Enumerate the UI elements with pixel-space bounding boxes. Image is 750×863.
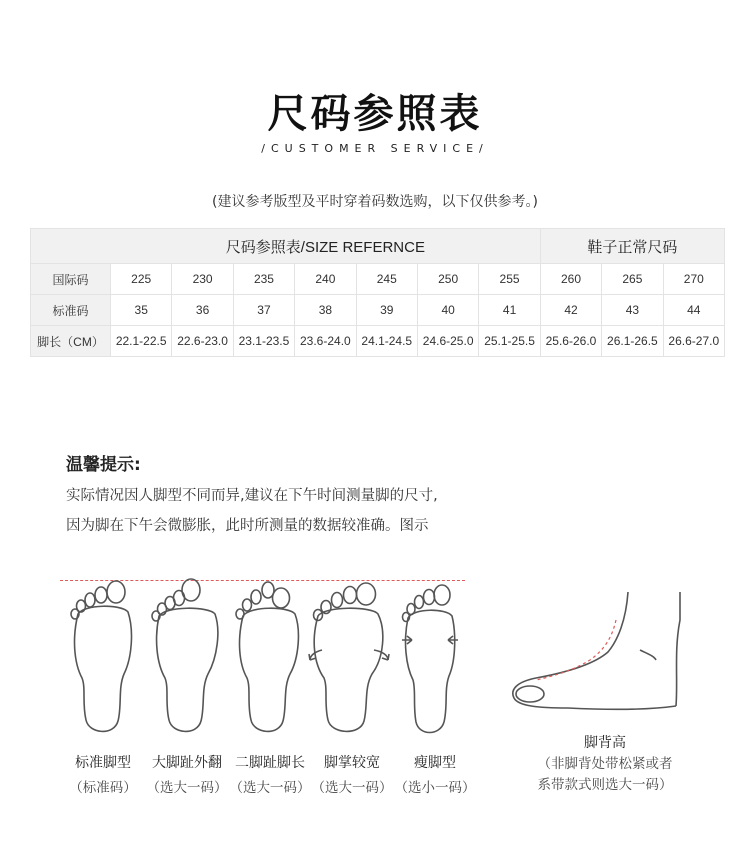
table-cell: 26.1-26.5 — [602, 326, 663, 357]
table-cell: 41 — [479, 295, 540, 326]
instep-advice-line-1: （非脚背处带松紧或者 — [537, 756, 673, 772]
table-cell: 24.6-25.0 — [417, 326, 478, 357]
standard-foot-icon — [66, 578, 140, 738]
row-label-foot-length: 脚长（CM） — [31, 326, 111, 357]
table-cell: 240 — [295, 264, 356, 295]
foot-advice-wide: （选大一码） — [311, 780, 393, 796]
table-cell: 22.6-23.0 — [172, 326, 233, 357]
table-header-row — [31, 229, 725, 264]
table-cell: 42 — [540, 295, 601, 326]
foot-label-standard: 标准脚型 — [75, 755, 131, 771]
foot-advice-bunion: （选大一码） — [146, 780, 228, 796]
purchase-note: (建议参考版型及平时穿着码数选购，以下仅供参考。) — [212, 194, 538, 210]
table-cell: 225 — [111, 264, 172, 295]
table-row — [31, 295, 725, 326]
table-row — [31, 264, 725, 295]
row-label-standard: 标准码 — [31, 295, 111, 326]
table-header-main: 尺码参照表/SIZE REFERNCE — [31, 229, 541, 264]
row-label-international: 国际码 — [31, 264, 111, 295]
page-subtitle: /CUSTOMER SERVICE/ — [261, 142, 489, 155]
table-cell: 39 — [356, 295, 417, 326]
table-cell: 245 — [356, 264, 417, 295]
table-cell: 23.6-24.0 — [295, 326, 356, 357]
table-cell: 36 — [172, 295, 233, 326]
foot-label-narrow: 瘦脚型 — [414, 755, 456, 771]
foot-advice-narrow: （选小一码） — [394, 780, 476, 796]
table-cell: 24.1-24.5 — [356, 326, 417, 357]
table-cell: 40 — [417, 295, 478, 326]
foot-advice-standard: （标准码） — [69, 780, 137, 796]
foot-label-wide: 脚掌较宽 — [324, 755, 380, 771]
table-cell: 265 — [602, 264, 663, 295]
table-cell: 250 — [417, 264, 478, 295]
table-cell: 260 — [540, 264, 601, 295]
bunion-foot-icon — [151, 576, 225, 738]
table-cell: 270 — [663, 264, 724, 295]
table-cell: 43 — [602, 295, 663, 326]
table-cell: 25.6-26.0 — [540, 326, 601, 357]
instep-height-line — [536, 620, 616, 680]
size-chart-table — [30, 228, 725, 357]
table-cell: 22.1-22.5 — [111, 326, 172, 357]
tips-line-2: 因为脚在下午会微膨胀，此时所测量的数据较准确。图示 — [66, 518, 429, 534]
instep-advice-line-2: 系带款式则选大一码） — [537, 777, 673, 793]
instep-foot-icon — [508, 590, 684, 718]
table-cell: 44 — [663, 295, 724, 326]
table-cell: 37 — [233, 295, 294, 326]
table-cell: 235 — [233, 264, 294, 295]
table-cell: 26.6-27.0 — [663, 326, 724, 357]
table-cell: 23.1-23.5 — [233, 326, 294, 357]
foot-advice-long-second-toe: （选大一码） — [229, 780, 311, 796]
tips-title: 温馨提示: — [66, 455, 141, 475]
table-cell: 230 — [172, 264, 233, 295]
table-cell: 38 — [295, 295, 356, 326]
instep-label: 脚背高 — [584, 735, 626, 751]
table-row — [31, 326, 725, 357]
narrow-foot-icon — [398, 582, 464, 738]
page-title: 尺码参照表 — [267, 91, 483, 137]
wide-foot-icon — [308, 580, 392, 738]
tips-line-1: 实际情况因人脚型不同而异,建议在下午时间测量脚的尺寸, — [66, 488, 438, 504]
table-cell: 35 — [111, 295, 172, 326]
table-header-side: 鞋子正常尺码 — [540, 229, 724, 264]
table-cell: 255 — [479, 264, 540, 295]
foot-label-long-second-toe: 二脚趾脚长 — [235, 755, 305, 771]
foot-label-bunion: 大脚趾外翻 — [152, 755, 222, 771]
table-cell: 25.1-25.5 — [479, 326, 540, 357]
long-second-toe-foot-icon — [233, 580, 307, 738]
